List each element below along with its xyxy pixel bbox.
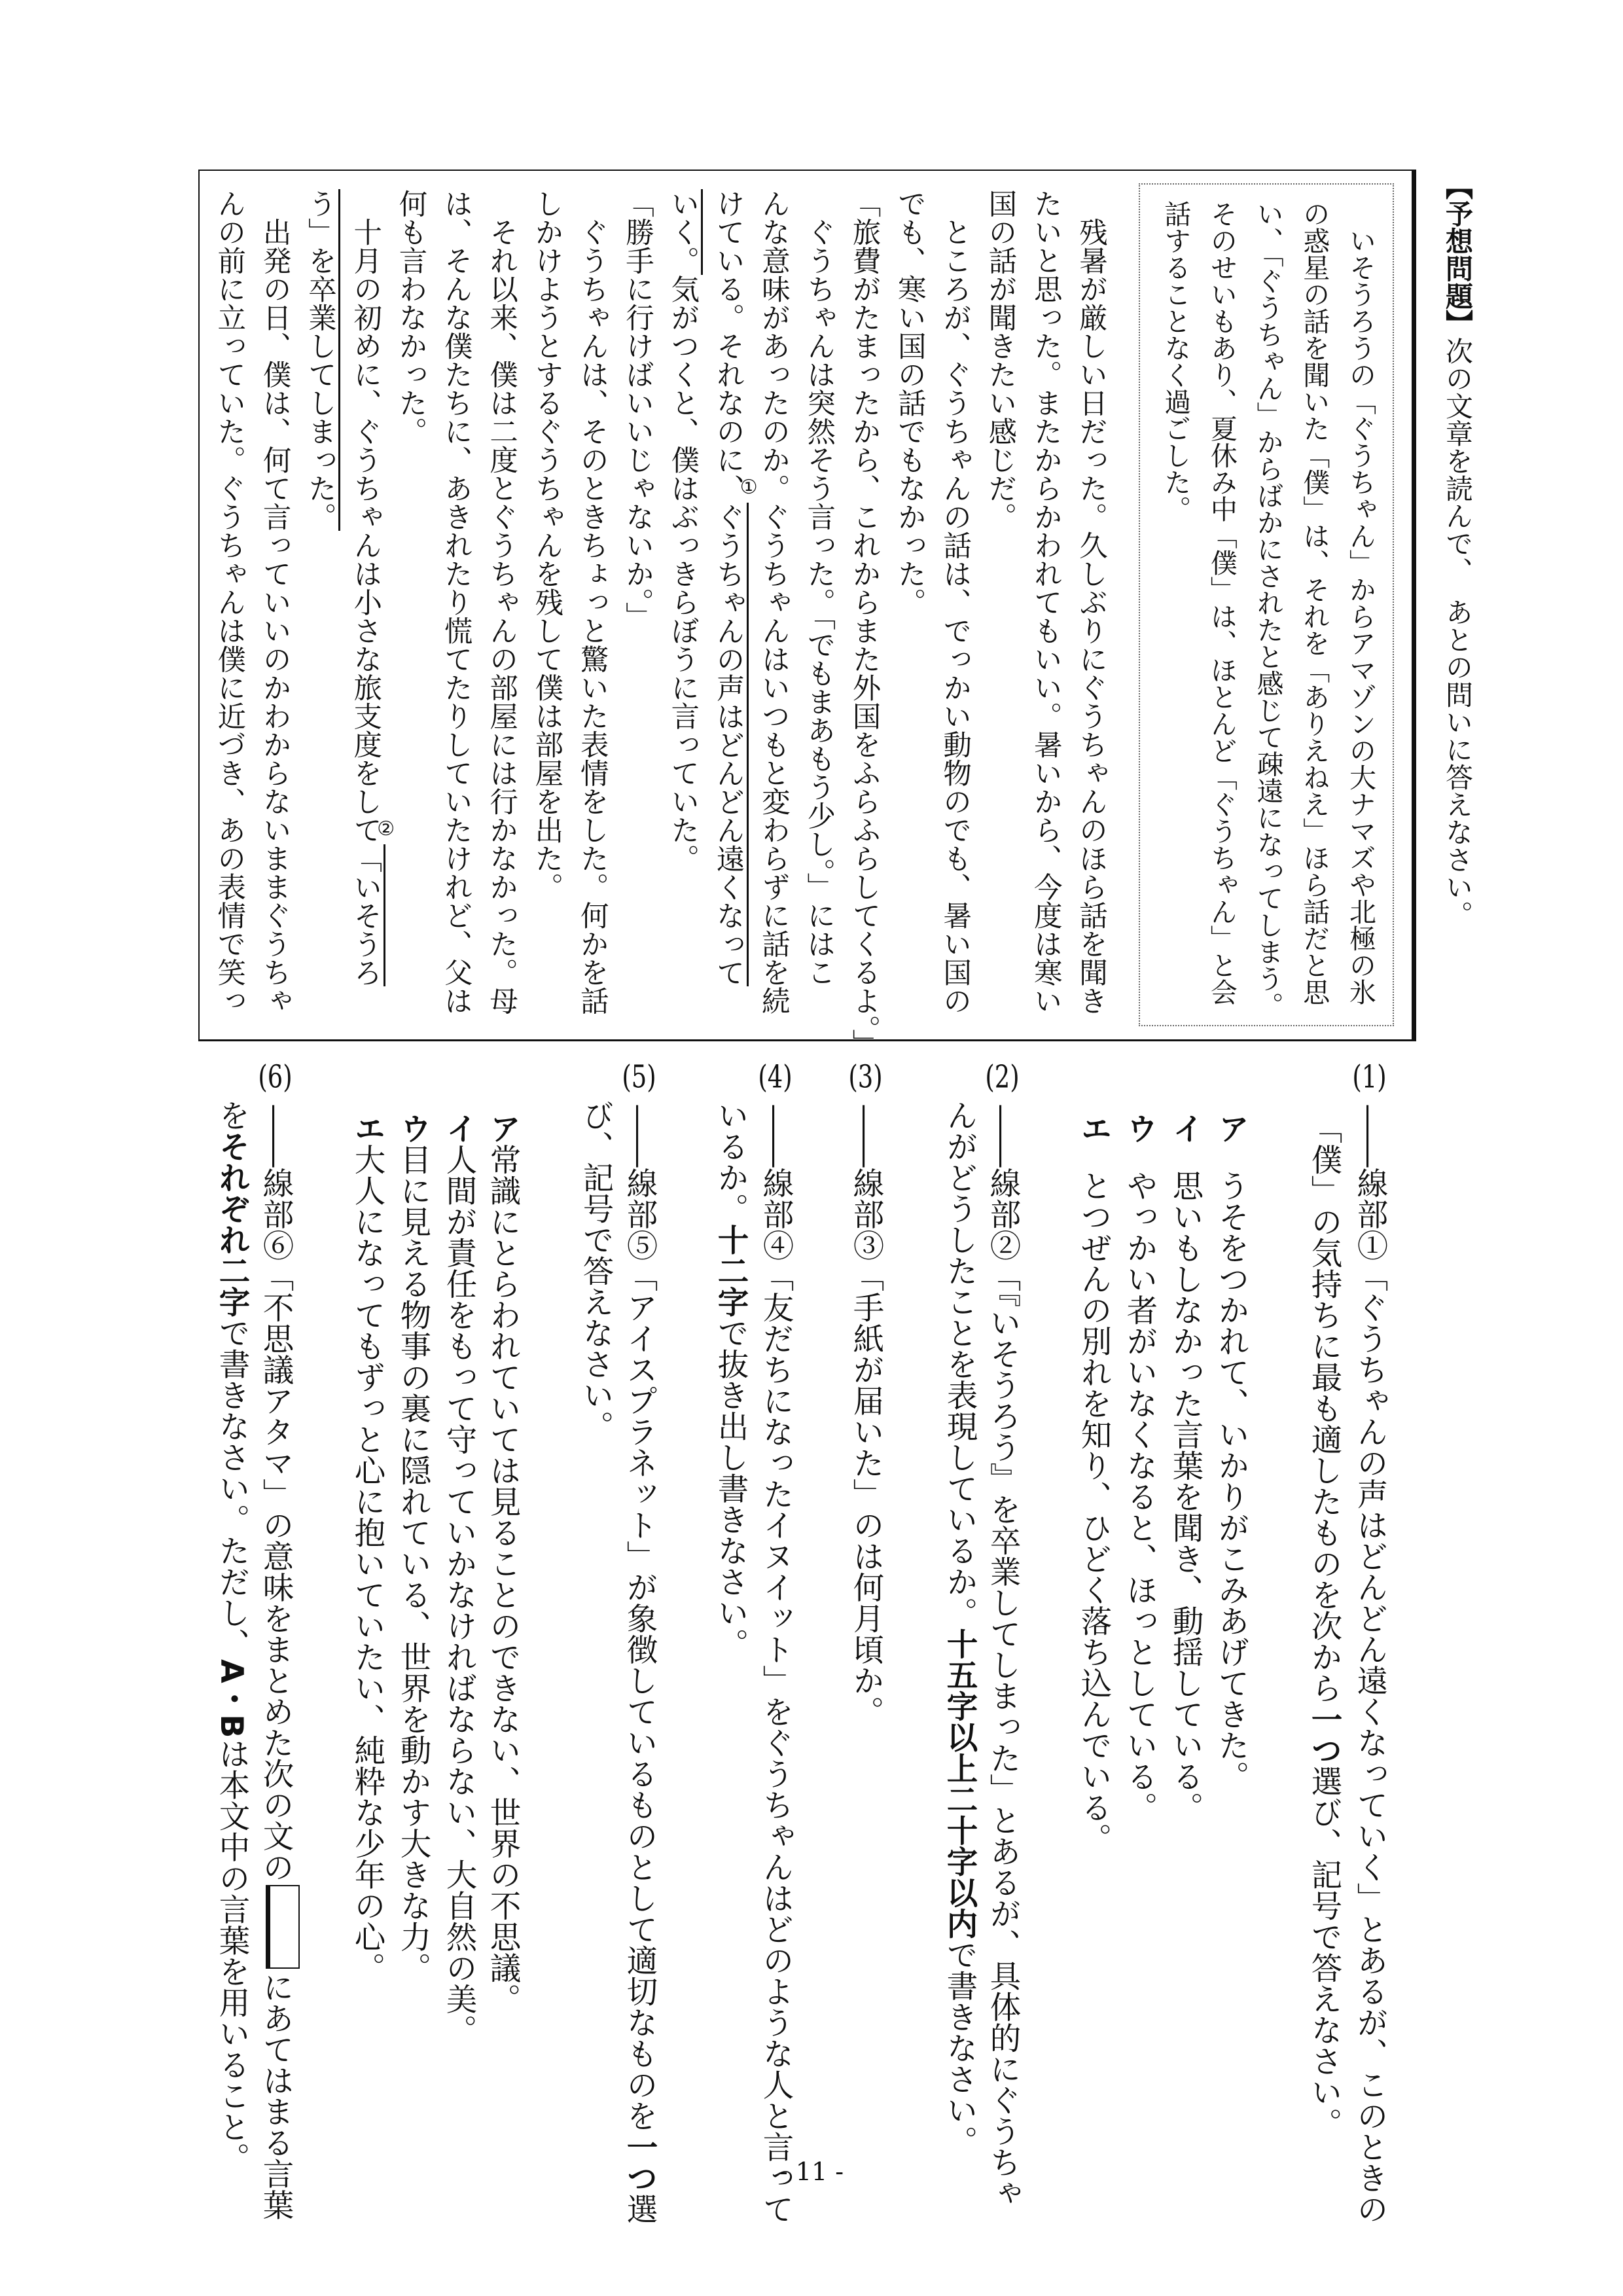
text-segment: 選: [621, 2193, 657, 2225]
text-segment: ぐうちゃんは、そのときちょっと驚いた表情をした。何かを話: [575, 189, 609, 1015]
choice-letter: ウ: [395, 1113, 431, 1144]
questions-column: [1207, 1113, 1253, 1792]
text-segment: それ以来、僕は二度とぐうちゃんの部屋には行かなかった。母: [485, 189, 518, 1015]
text-segment: そのせいもあり、夏休み中「僕」は、ほとんど「ぐうちゃん」と会: [1205, 200, 1238, 1005]
questions-column: [707, 1100, 753, 1659]
text-segment: は、そんな僕たちに、あきれたり慌てたりしていたけれど、父は: [439, 189, 473, 1015]
text-segment: 「勝手に行けばいいじゃないか。」: [621, 189, 654, 631]
passage-column: [751, 189, 796, 1015]
text-segment: ――線部⑤「アイスプラネット」が象徴しているものとして適切なものを: [621, 1105, 657, 2131]
choice-letter: イ: [440, 1113, 476, 1144]
sidelined-phrase: [349, 817, 395, 987]
text-segment: いそうろうの「ぐうちゃん」からアマゾンの大ナマズや北極の氷: [1345, 200, 1376, 1005]
questions-column: [979, 1062, 1025, 2209]
emphasis-text: 十五字以上二十字以内: [941, 1628, 977, 1939]
text-segment: ――線部③「手紙が届いた」のは何月頃か。: [847, 1105, 883, 1727]
questions-column: [254, 1062, 300, 2220]
questions-column: [389, 1113, 435, 1983]
sidelined-text: う」を卒業してしまった。: [303, 189, 336, 531]
text-segment: しかけようとするぐうちゃんを残して僕は部屋を出た。: [530, 189, 563, 901]
text-segment: 国の話が聞きたい感じだ。: [984, 189, 1017, 531]
choice-letter: エ: [349, 1113, 385, 1144]
sideline-marker: ①: [740, 475, 758, 499]
passage-column: [705, 189, 758, 986]
intro-column: [1291, 200, 1337, 1005]
questions-column: [1300, 1113, 1346, 2139]
text-segment: 「旅費がたまったから、これからまた外国をふらふらしてくるよ。」: [847, 189, 881, 1058]
text-segment: 選び、記号で答えなさい。: [1306, 1765, 1342, 2139]
text-segment: んな意味があったのか。ぐうちゃんはいつもと変わらずに話を続: [757, 189, 790, 1015]
text-segment: でも、寒い国の話でもなかった。: [893, 189, 926, 617]
text-segment: の惑星の話を聞いた「僕」は、それを「ありえねえ」ほら話だと思: [1298, 200, 1330, 1005]
text-segment: んの前に立っていた。ぐうちゃんは僕に近づき、あの表情で笑っ: [213, 189, 246, 1015]
choice-letter: ア: [484, 1113, 520, 1144]
questions-column: [344, 1113, 389, 1983]
choice-letter: イ: [1167, 1113, 1203, 1144]
passage-column: [206, 189, 252, 1015]
sideline-marker: ②: [377, 817, 395, 840]
text-segment: 話することなく過ごした。: [1160, 200, 1192, 522]
passage-column: [615, 189, 660, 630]
text-segment: けている。それなのに、: [711, 189, 745, 503]
text-segment: いるか。: [712, 1100, 748, 1224]
questions-column: [616, 1062, 662, 2225]
question-number: (3): [848, 1062, 883, 1093]
emphasis-text: 一つ: [1306, 1703, 1342, 1766]
sidelined-phrase: [711, 475, 758, 987]
text-segment: ――線部①「ぐうちゃんの声はどんどん遠くなっていく」とあるが、このときの: [1351, 1105, 1387, 2225]
questions-column: [1346, 1062, 1392, 2225]
text-segment: ――線部⑥「不思議アタマ」の意味をまとめた次の文の: [257, 1105, 293, 1882]
questions-column: [1162, 1113, 1207, 1823]
question-number: (6): [258, 1062, 293, 1093]
text-segment: 目に見える物事の裏に隠れている、世界を動かす大きな力。: [395, 1143, 431, 1983]
sidelined-text: いく。: [666, 189, 700, 275]
emphasis-text: A・B: [213, 1659, 249, 1738]
intro-column: [1245, 200, 1291, 1019]
page-number: - 11 -: [779, 2157, 844, 2186]
intro-column: [1199, 200, 1245, 1005]
question-number: (1): [1352, 1062, 1387, 1093]
text-segment: い、「ぐうちゃん」からばかにされたと感じて疎遠になってしまう。: [1252, 200, 1284, 1019]
passage-column: [342, 189, 395, 986]
intro-column: [1152, 200, 1198, 522]
question-number: (2): [985, 1062, 1020, 1093]
questions-column: [936, 1100, 982, 2157]
passage-column: [887, 189, 933, 617]
questions-column: [842, 1062, 888, 1727]
text-segment: やっかい者がいなくなると、ほっとしている。: [1121, 1170, 1157, 1823]
text-segment: 何も言わなかった。: [394, 189, 427, 446]
questions-column: [1116, 1113, 1162, 1823]
text-segment: んがどうしたことを表現しているか。: [941, 1100, 977, 1628]
text-segment: 大人になってもずっと心に抱いていたい、純粋な少年の心。: [349, 1143, 385, 1983]
text-segment: 常識にとらわれていては見ることのできない、世界の不思議。: [484, 1143, 520, 2015]
choice-letter: ア: [1213, 1113, 1249, 1144]
text-segment: で書きなさい。: [941, 1939, 977, 2157]
choice-letter: ウ: [1121, 1113, 1157, 1144]
emphasis-text: 【予想問題】: [1442, 172, 1474, 337]
passage-column: [842, 189, 887, 1058]
choice-letter: エ: [1075, 1113, 1111, 1144]
text-segment: 残暑が厳しい日だった。久しぶりにぐうちゃんのほら話を聞き: [1075, 189, 1107, 1015]
questions-column: [479, 1113, 525, 2015]
text-segment: ぐうちゃんは突然そう言った。「でもまあもう少し。」にはこ: [802, 189, 836, 986]
questions-column: [208, 1100, 254, 2173]
text-segment: ――線部④「友だちになったイヌイット」をぐうちゃんはどのような人と言って: [757, 1105, 793, 2225]
passage-column: [252, 189, 298, 1015]
emphasis-text: それぞれ二字: [213, 1130, 249, 1318]
text-segment: 次の文章を読んで、 あとの問いに答えなさい。: [1442, 337, 1474, 928]
sidelined-text: 「いそうろ: [349, 844, 382, 986]
passage-column: [796, 189, 842, 986]
question-number: (5): [622, 1062, 656, 1093]
passage-column: [1023, 189, 1069, 1015]
passage-column: [932, 189, 978, 1015]
text-segment: ところが、ぐうちゃんの話は、でっかい動物のでも、暑い国の: [938, 189, 972, 1015]
questions-column: [1070, 1113, 1116, 1854]
text-segment: 十月の初めに、ぐうちゃんは小さな旅支度をして: [349, 189, 382, 844]
passage-column: [388, 189, 434, 446]
header-column: [1435, 172, 1480, 928]
text-segment: とつぜんの別れを知り、ひどく落ち込んでいる。: [1075, 1170, 1111, 1854]
sidelined-phrase: [666, 189, 703, 275]
text-segment: 人間が責任をもって守っていかなければならない、大自然の美。: [440, 1143, 476, 2045]
text-segment: ――線部②「『いそうろう』を卒業してしまった」とあるが、具体的にぐうちゃ: [984, 1105, 1020, 2209]
passage-column: [478, 189, 524, 1015]
sidelined-text: ぐうちゃんの声はどんどん遠くなって: [711, 502, 745, 986]
passage-column: [977, 189, 1023, 531]
passage-column: [1068, 189, 1114, 1015]
answer-blank-box: [266, 1885, 300, 1969]
emphasis-text: 一つ: [621, 2131, 657, 2193]
passage-column: [569, 189, 615, 1015]
passage-column: [660, 189, 705, 872]
passage-column: [297, 189, 343, 531]
text-segment: で書きなさい。ただし、: [213, 1317, 249, 1659]
questions-column: [572, 1100, 618, 1442]
text-segment: にあてはまる言葉: [257, 1971, 293, 2220]
emphasis-text: 十二字: [712, 1224, 748, 1318]
text-segment: うそをつかれて、いかりがこみあげてきた。: [1213, 1170, 1249, 1792]
text-segment: たいと思った。またからかわれてもいい。暑いから、今度は寒い: [1029, 189, 1062, 1015]
passage-column: [524, 189, 569, 901]
text-segment: で抜き出し書きなさい。: [712, 1317, 748, 1659]
question-number: (4): [758, 1062, 793, 1093]
questions-column: [752, 1062, 798, 2225]
passage-column: [433, 189, 479, 1015]
text-segment: を: [213, 1100, 249, 1131]
intro-column: [1338, 200, 1383, 1005]
text-segment: は本文中の言葉を用いること。: [213, 1738, 249, 2174]
text-segment: 気がつくと、僕はぶっきらぼうに言っていた。: [666, 274, 700, 872]
sidelined-phrase: [304, 189, 340, 531]
questions-column: [435, 1113, 481, 2045]
text-segment: 「僕」の気持ちに最も適したものを次から: [1306, 1113, 1342, 1704]
text-segment: び、記号で答えなさい。: [577, 1100, 613, 1442]
text-segment: 思いもしなかった言葉を聞き、動揺している。: [1167, 1170, 1203, 1823]
text-segment: 出発の日、僕は、何て言っていいのかわからないままぐうちゃ: [258, 189, 291, 1015]
